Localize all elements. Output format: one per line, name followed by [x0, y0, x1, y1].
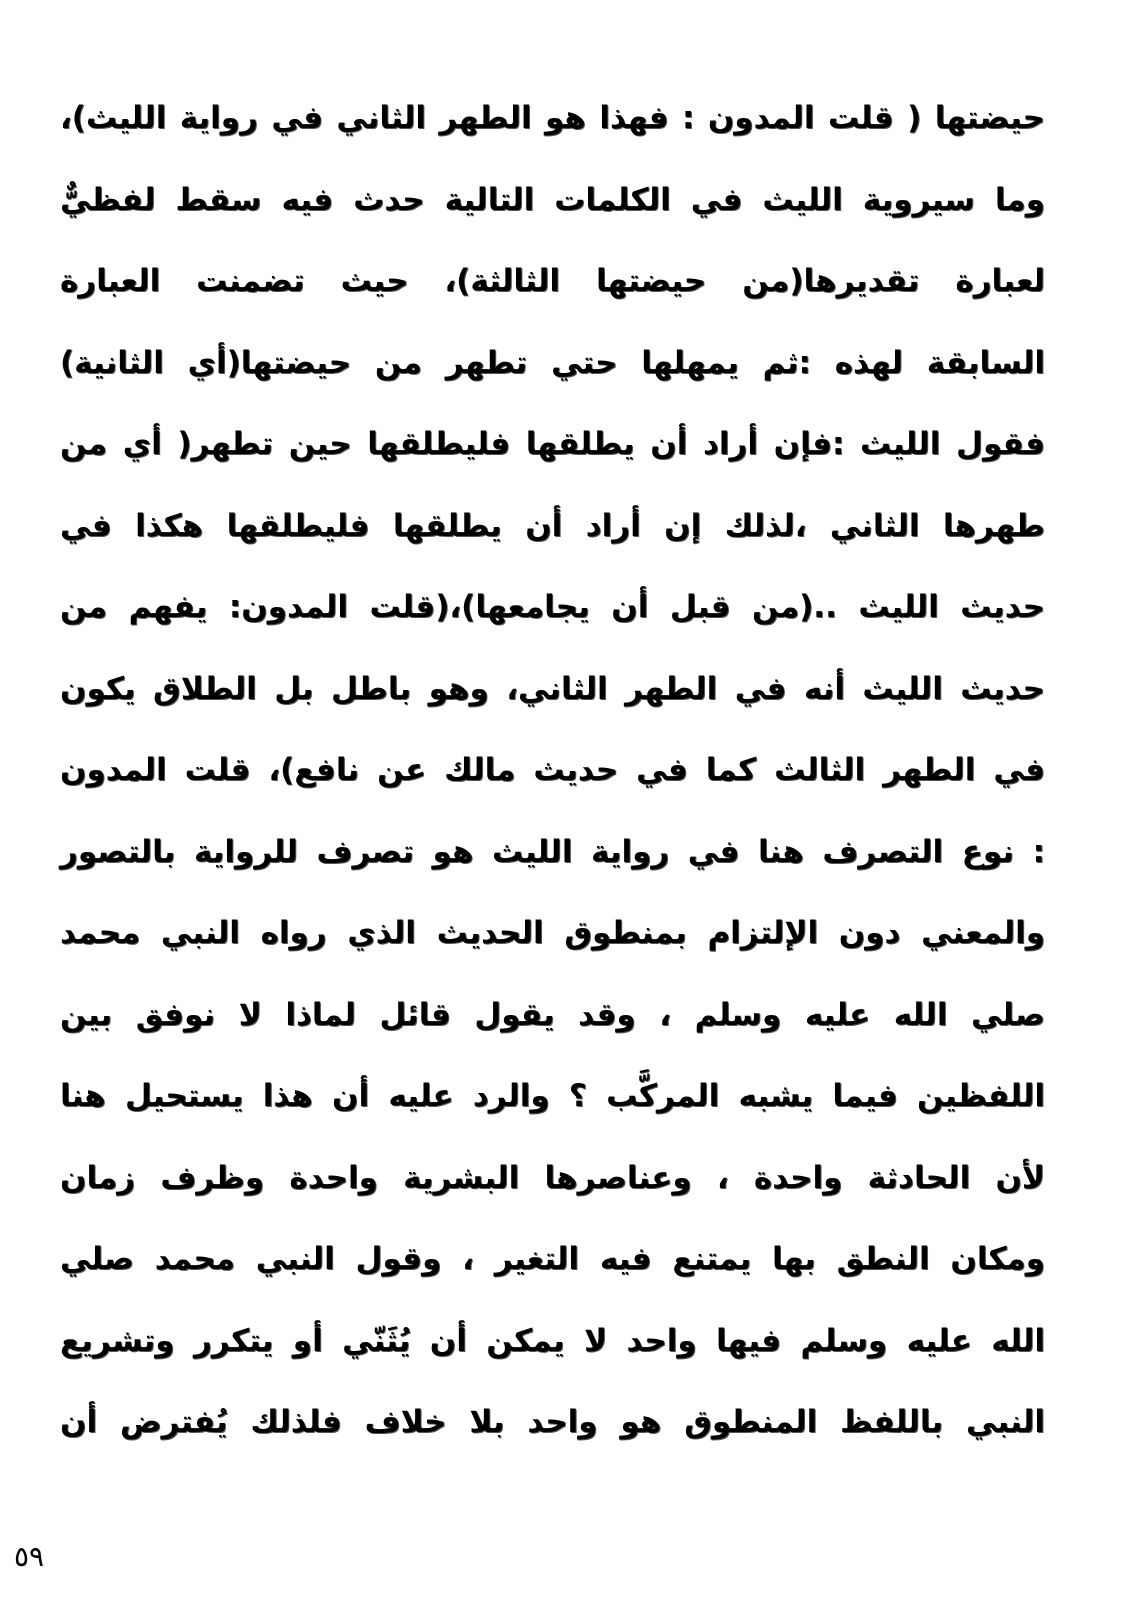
page-number: ٥٩: [14, 1540, 45, 1573]
text-line: صلي الله عليه وسلم ، وقد يقول قائل لماذا لا نوفق بين: [60, 996, 1045, 1033]
text-line: السابقة لهذه :ثم يمهلها حتي تطهر من حيضتها(أي الثانية): [60, 344, 1045, 381]
text-line: طهرها الثاني ،لذلك إن أراد أن يطلقها فليطلقها هكذا في: [60, 507, 1045, 544]
text-line: : نوع التصرف هنا في رواية الليث هو تصرف للرواية بالتصور: [60, 833, 1045, 870]
text-line: النبي باللفظ المنطوق هو واحد بلا خلاف فلذلك يُفترض أن: [60, 1404, 1045, 1440]
text-line: والمعني دون الإلتزام بمنطوق الحديث الذي رواه النبي محمد: [60, 915, 1045, 951]
text-line: ومكان النطق بها يمتنع فيه التغير ، وقول النبي محمد صلي: [60, 1241, 1045, 1277]
text-line: اللفظين فيما يشبه المركَّب ؟ والرد عليه أن هذا يستحيل هنا: [60, 1078, 1045, 1114]
text-line: حيضتها ( قلت المدون : فهذا هو الطهر الثاني في رواية الليث)،: [60, 100, 1045, 136]
text-line: حديث الليث أنه في الطهر الثاني، وهو باطل بل الطلاق يكون: [60, 670, 1045, 707]
text-line: حديث الليث ..(من قبل أن يجامعها)،(قلت المدون: يفهم من: [60, 589, 1045, 625]
text-line: في الطهر الثالث كما في حديث مالك عن نافع)، قلت المدون: [60, 752, 1045, 788]
text-line: لأن الحادثة واحدة ، وعناصرها البشرية واحدة وظرف زمان: [60, 1159, 1045, 1196]
page-body: [60, 78, 1045, 1464]
text-line: فقول الليث :فإن أراد أن يطلقها فليطلقها حين تطهر( أي من: [60, 426, 1045, 462]
text-line: وما سيروية الليث في الكلمات التالية حدث فيه سقط لفظيٌّ: [60, 181, 1045, 218]
text-line: لعبارة تقديرها(من حيضتها الثالثة)، حيث تضمنت العبارة: [60, 263, 1045, 299]
text-line: الله عليه وسلم فيها واحد لا يمكن أن يُثَنّي أو يتكرر وتشريع: [60, 1322, 1045, 1359]
